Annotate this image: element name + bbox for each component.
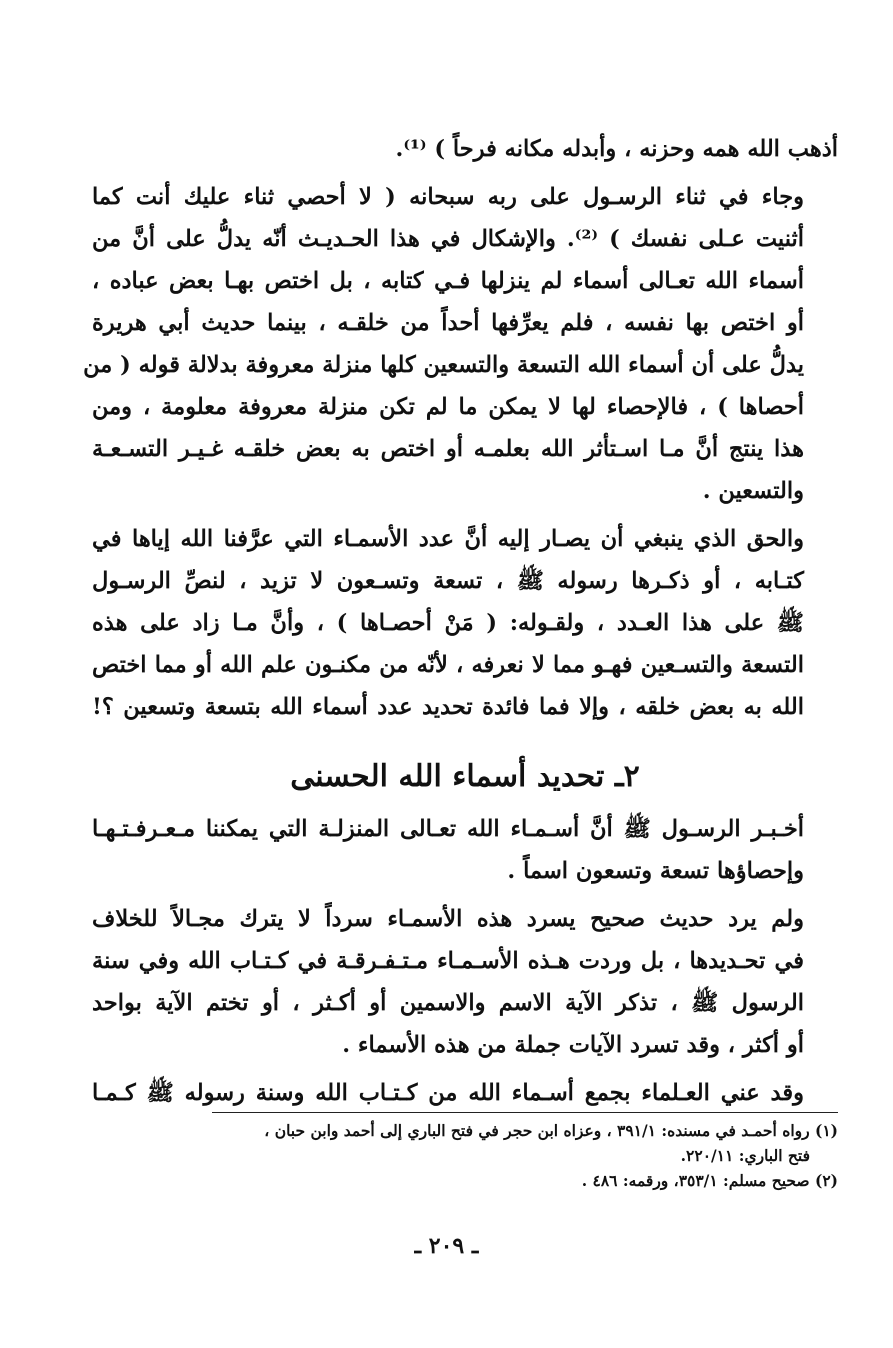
text-line: ﷺ على هذا العـدد ، ولقـوله: ( مَنْ أحصـاها ) ، وأنَّ مـا زاد على هذه xyxy=(92,610,804,636)
text-line: التسعة والتسـعين فهـو مما لا نعرفه ، لأنّه من مكنـون علم الله أو مما اختص xyxy=(92,652,804,678)
footnote-1: (١) رواه أحمـد في مسنده: ٣٩١/١ ، وعزاه ابن حجر في فتح الباري إلى أحمد وابن حبان ، xyxy=(264,1121,838,1140)
paragraph-4 xyxy=(92,808,838,892)
text-line: الرسول ﷺ ، تذكر الآية الاسم والاسمين أو أكـثر ، أو تختم الآية بواحد xyxy=(92,990,804,1016)
section-heading: ٢ـ تحديد أسماء الله الحسنى xyxy=(290,759,640,794)
text-line: أسماء الله تعـالى أسماء لم ينزلها فـي كتابه ، بل اختص بهـا بعض عباده ، xyxy=(92,268,804,294)
paragraph-1 xyxy=(92,128,838,170)
paragraph-2 xyxy=(83,176,838,512)
text-line: يدلُّ على أن أسماء الله التسعة والتسعين كلها منزلة معروفة بدلالة قوله ( من xyxy=(83,352,804,378)
text-line: والحق الذي ينبغي أن يصـار إليه أنَّ عدد الأسمـاء التي عرَّفنا الله إياها في xyxy=(92,526,804,552)
paragraph-3 xyxy=(92,518,838,728)
text-line: هذا ينتج أنَّ مـا اسـتأثر الله بعلمـه أو اختص به بعض خلقـه غـيـر التسـعـة xyxy=(92,436,804,462)
paragraph-5 xyxy=(92,898,838,1066)
footnote-1-continuation: فتح الباري: ٢٢٠/١١. xyxy=(680,1146,810,1165)
text-line: أو أكثر ، وقد تسرد الآيات جملة من هذه الأسماء . xyxy=(342,1032,804,1058)
text-line: أحصاها ) ، فالإحصاء لها لا يمكن ما لم تكن منزلة معروفة معلومة ، ومن xyxy=(92,394,804,420)
text-line: وجاء في ثناء الرسـول على ربه سبحانه ( لا أحصي ثناء عليك أنت كما xyxy=(92,184,804,210)
text-line: أخـبـر الرسـول ﷺ أنَّ أسـمـاء الله تعـالى المنزلـة التي يمكننا مـعـرفـتـهـا xyxy=(92,816,804,842)
paragraph-6 xyxy=(92,1072,838,1114)
text-line: أو اختص بها نفسه ، فلم يعرِّفها أحداً من خلقـه ، بينما حديث أبي هريرة xyxy=(92,310,804,336)
text-line: وإحصاؤها تسعة وتسعون اسماً . xyxy=(507,858,804,884)
text-line: وقد عني العـلماء بجمع أسـماء الله من كـتـاب الله وسنة رسوله ﷺ كـمـا xyxy=(92,1080,804,1106)
text-line: كتـابه ، أو ذكـرها رسوله ﷺ ، تسعة وتسـعون لا تزيد ، لنصِّ الرسـول xyxy=(92,568,804,594)
text-line: الله به بعض خلقه ، وإلا فما فائدة تحديد عدد أسماء الله بتسعة وتسعين ؟! xyxy=(92,694,804,720)
text-line: أثنيت عـلى نفسك ) ⁽²⁾. والإشكال في هذا الحـديـث أنّه يدلُّ على أنَّ من xyxy=(92,226,805,252)
text-line: في تحـديدها ، بل وردت هـذه الأسـمـاء مـتـفـرقـة في كـتـاب الله وفي سنة xyxy=(92,948,804,974)
footnote-2: (٢) صحيح مسلم: ٣٥٣/١، ورقمه: ٤٨٦ . xyxy=(581,1171,838,1190)
page-body xyxy=(83,128,838,1114)
text-line: أذهب الله همه وحزنه ، وأبدله مكانه فرحاً ) ⁽¹⁾. xyxy=(395,136,838,162)
text-line: ولم يرد حديث صحيح يسرد هذه الأسمـاء سرداً لا يترك مجـالاً للخلاف xyxy=(92,906,804,932)
text-line: والتسعين . xyxy=(702,478,804,504)
page-number: ـ ٢٠٩ ـ xyxy=(414,1233,479,1259)
footnotes xyxy=(92,1118,838,1193)
footnote-divider xyxy=(212,1112,838,1113)
